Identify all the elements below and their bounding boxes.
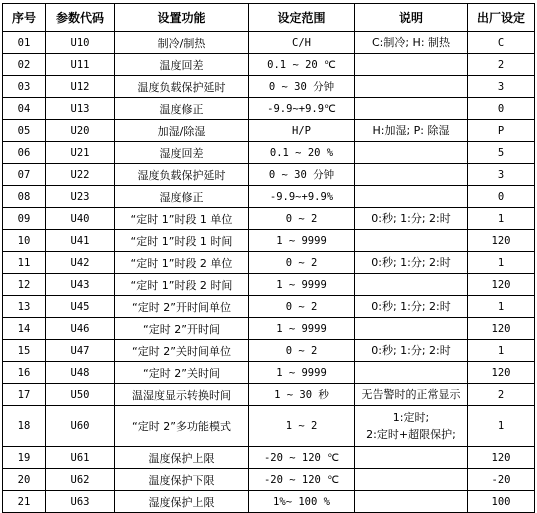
table-row xyxy=(3,32,535,54)
description-cell xyxy=(355,318,468,340)
description-line: C:制冷; H: 制热 xyxy=(371,36,451,49)
factory-default-cell: 1 xyxy=(468,296,535,318)
factory-default-cell: P xyxy=(468,120,535,142)
range-cell: 1 ~ 9999 xyxy=(249,230,355,252)
description-line: H:加湿; P: 除湿 xyxy=(372,124,450,137)
parameter-table-container xyxy=(2,3,535,513)
table-row xyxy=(3,76,535,98)
range-cell: 1 ~ 2 xyxy=(249,406,355,447)
seq-no-cell: 02 xyxy=(3,54,46,76)
seq-no-cell: 15 xyxy=(3,340,46,362)
range-cell: 0.1 ~ 20 % xyxy=(249,142,355,164)
param-code-cell: U48 xyxy=(46,362,115,384)
param-code-cell: U45 xyxy=(46,296,115,318)
description-cell xyxy=(355,296,468,318)
factory-default-cell: 2 xyxy=(468,54,535,76)
range-cell: 1 ~ 30 秒 xyxy=(249,384,355,406)
function-cell: “定时 2”关时间单位 xyxy=(115,340,249,362)
table-row xyxy=(3,120,535,142)
description-cell xyxy=(355,120,468,142)
param-code-cell: U23 xyxy=(46,186,115,208)
function-cell: “定时 1”时段 2 单位 xyxy=(115,252,249,274)
param-code-cell: U22 xyxy=(46,164,115,186)
range-cell: 1 ~ 9999 xyxy=(249,274,355,296)
range-cell: 1 ~ 9999 xyxy=(249,318,355,340)
seq-no-cell: 18 xyxy=(3,406,46,447)
param-code-cell: U60 xyxy=(46,406,115,447)
table-row xyxy=(3,142,535,164)
seq-no-cell: 07 xyxy=(3,164,46,186)
seq-no-cell: 19 xyxy=(3,447,46,469)
seq-no-cell: 12 xyxy=(3,274,46,296)
range-cell: 0 ~ 2 xyxy=(249,208,355,230)
param-code-cell: U63 xyxy=(46,491,115,513)
header-row xyxy=(3,4,535,32)
header-param-code: 参数代码 xyxy=(46,4,115,32)
table-row xyxy=(3,230,535,252)
factory-default-cell: 120 xyxy=(468,318,535,340)
seq-no-cell: 21 xyxy=(3,491,46,513)
description-cell xyxy=(355,384,468,406)
table-row xyxy=(3,98,535,120)
param-code-cell: U13 xyxy=(46,98,115,120)
table-row xyxy=(3,54,535,76)
factory-default-cell: 120 xyxy=(468,447,535,469)
range-cell: C/H xyxy=(249,32,355,54)
table-body xyxy=(3,32,535,513)
table-row xyxy=(3,186,535,208)
description-line: 无告警时的正常显示 xyxy=(361,388,461,401)
function-cell: 温湿度显示转换时间 xyxy=(115,384,249,406)
function-cell: 加湿/除湿 xyxy=(115,120,249,142)
function-cell: “定时 2”开时间 xyxy=(115,318,249,340)
range-cell: 1 ~ 9999 xyxy=(249,362,355,384)
description-cell xyxy=(355,406,468,447)
table-row xyxy=(3,340,535,362)
seq-no-cell: 17 xyxy=(3,384,46,406)
table-row xyxy=(3,362,535,384)
description-cell xyxy=(355,76,468,98)
parameter-table xyxy=(2,3,535,513)
range-cell: 1%~ 100 % xyxy=(249,491,355,513)
seq-no-cell: 14 xyxy=(3,318,46,340)
function-cell: 湿度修正 xyxy=(115,186,249,208)
seq-no-cell: 16 xyxy=(3,362,46,384)
description-cell xyxy=(355,362,468,384)
factory-default-cell: 0 xyxy=(468,186,535,208)
seq-no-cell: 06 xyxy=(3,142,46,164)
header-range: 设定范围 xyxy=(249,4,355,32)
description-cell xyxy=(355,230,468,252)
table-header xyxy=(3,4,535,32)
range-cell: 0.1 ~ 20 ℃ xyxy=(249,54,355,76)
description-line: 0:秒; 1:分; 2:时 xyxy=(371,212,451,225)
param-code-cell: U21 xyxy=(46,142,115,164)
table-row xyxy=(3,406,535,447)
function-cell: 温度保护上限 xyxy=(115,447,249,469)
seq-no-cell: 11 xyxy=(3,252,46,274)
param-code-cell: U62 xyxy=(46,469,115,491)
function-cell: 温度回差 xyxy=(115,54,249,76)
param-code-cell: U61 xyxy=(46,447,115,469)
factory-default-cell: 1 xyxy=(468,340,535,362)
description-cell xyxy=(355,274,468,296)
factory-default-cell: 1 xyxy=(468,252,535,274)
description-cell xyxy=(355,186,468,208)
table-row xyxy=(3,447,535,469)
description-cell xyxy=(355,469,468,491)
factory-default-cell: 1 xyxy=(468,406,535,447)
header-factory-default: 出厂设定 xyxy=(468,4,535,32)
param-code-cell: U42 xyxy=(46,252,115,274)
param-code-cell: U11 xyxy=(46,54,115,76)
factory-default-cell: 0 xyxy=(468,98,535,120)
factory-default-cell: -20 xyxy=(468,469,535,491)
factory-default-cell: 3 xyxy=(468,164,535,186)
range-cell: 0 ~ 30 分钟 xyxy=(249,164,355,186)
description-line: 2:定时+超限保护; xyxy=(366,428,456,441)
description-cell xyxy=(355,32,468,54)
function-cell: “定时 1”时段 1 单位 xyxy=(115,208,249,230)
description-line: 0:秒; 1:分; 2:时 xyxy=(371,256,451,269)
function-cell: 制冷/制热 xyxy=(115,32,249,54)
param-code-cell: U50 xyxy=(46,384,115,406)
seq-no-cell: 01 xyxy=(3,32,46,54)
table-row xyxy=(3,164,535,186)
range-cell: 0 ~ 2 xyxy=(249,252,355,274)
param-code-cell: U20 xyxy=(46,120,115,142)
factory-default-cell: 120 xyxy=(468,362,535,384)
table-row xyxy=(3,274,535,296)
seq-no-cell: 09 xyxy=(3,208,46,230)
factory-default-cell: 3 xyxy=(468,76,535,98)
param-code-cell: U10 xyxy=(46,32,115,54)
factory-default-cell: C xyxy=(468,32,535,54)
table-row xyxy=(3,208,535,230)
description-cell xyxy=(355,142,468,164)
seq-no-cell: 03 xyxy=(3,76,46,98)
range-cell: -9.9~+9.9℃ xyxy=(249,98,355,120)
function-cell: 温度保护下限 xyxy=(115,469,249,491)
range-cell: -20 ~ 120 ℃ xyxy=(249,447,355,469)
function-cell: 温度修正 xyxy=(115,98,249,120)
seq-no-cell: 13 xyxy=(3,296,46,318)
function-cell: 湿度负载保护延时 xyxy=(115,164,249,186)
function-cell: 湿度保护上限 xyxy=(115,491,249,513)
function-cell: 湿度回差 xyxy=(115,142,249,164)
header-description: 说明 xyxy=(355,4,468,32)
function-cell: 温度负载保护延时 xyxy=(115,76,249,98)
header-function: 设置功能 xyxy=(115,4,249,32)
range-cell: 0 ~ 2 xyxy=(249,296,355,318)
table-row xyxy=(3,384,535,406)
param-code-cell: U12 xyxy=(46,76,115,98)
seq-no-cell: 20 xyxy=(3,469,46,491)
table-row xyxy=(3,318,535,340)
function-cell: “定时 2”开时间单位 xyxy=(115,296,249,318)
function-cell: “定时 2”多功能模式 xyxy=(115,406,249,447)
function-cell: “定时 2”关时间 xyxy=(115,362,249,384)
description-line: 0:秒; 1:分; 2:时 xyxy=(371,344,451,357)
range-cell: 0 ~ 2 xyxy=(249,340,355,362)
function-cell: “定时 1”时段 1 时间 xyxy=(115,230,249,252)
seq-no-cell: 10 xyxy=(3,230,46,252)
table-row xyxy=(3,252,535,274)
range-cell: -20 ~ 120 ℃ xyxy=(249,469,355,491)
param-code-cell: U41 xyxy=(46,230,115,252)
description-cell xyxy=(355,98,468,120)
param-code-cell: U40 xyxy=(46,208,115,230)
seq-no-cell: 05 xyxy=(3,120,46,142)
param-code-cell: U43 xyxy=(46,274,115,296)
description-cell xyxy=(355,54,468,76)
description-cell xyxy=(355,164,468,186)
range-cell: H/P xyxy=(249,120,355,142)
range-cell: -9.9~+9.9% xyxy=(249,186,355,208)
param-code-cell: U46 xyxy=(46,318,115,340)
description-cell xyxy=(355,340,468,362)
factory-default-cell: 2 xyxy=(468,384,535,406)
factory-default-cell: 1 xyxy=(468,208,535,230)
table-row xyxy=(3,296,535,318)
description-line: 1:定时; xyxy=(392,411,430,424)
function-cell: “定时 1”时段 2 时间 xyxy=(115,274,249,296)
seq-no-cell: 08 xyxy=(3,186,46,208)
seq-no-cell: 04 xyxy=(3,98,46,120)
factory-default-cell: 100 xyxy=(468,491,535,513)
range-cell: 0 ~ 30 分钟 xyxy=(249,76,355,98)
param-code-cell: U47 xyxy=(46,340,115,362)
header-seq-no: 序号 xyxy=(3,4,46,32)
description-cell xyxy=(355,252,468,274)
description-cell xyxy=(355,208,468,230)
factory-default-cell: 120 xyxy=(468,230,535,252)
factory-default-cell: 5 xyxy=(468,142,535,164)
factory-default-cell: 120 xyxy=(468,274,535,296)
table-row xyxy=(3,469,535,491)
description-line: 0:秒; 1:分; 2:时 xyxy=(371,300,451,313)
description-cell xyxy=(355,447,468,469)
